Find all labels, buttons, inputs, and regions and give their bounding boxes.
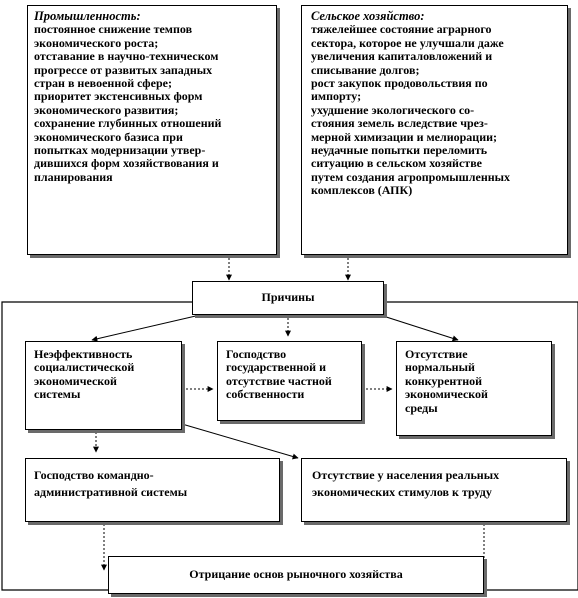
no-competition-line: среды bbox=[405, 400, 438, 415]
inefficiency-line: социалистической bbox=[34, 360, 135, 375]
denial-label: Отрицание основ рыночного хозяйства bbox=[189, 567, 403, 582]
command-system-line: административной системы bbox=[34, 485, 188, 499]
inefficiency-line: Неэффективность bbox=[34, 347, 133, 361]
agriculture-line: неудачные попытки переломить bbox=[311, 143, 488, 158]
denial-box bbox=[108, 556, 484, 594]
agriculture-line: сектора, которое не улучшали даже bbox=[311, 35, 504, 50]
industry-heading: Промышленность: bbox=[34, 9, 141, 23]
industry-line: дившихся форм хозяйствования и bbox=[34, 156, 219, 171]
agriculture-line: списывание долгов; bbox=[311, 62, 420, 77]
industry-line: экономического роста; bbox=[34, 35, 159, 50]
industry-line: стран в невоенной сфере; bbox=[34, 76, 172, 91]
no-competition-line: экономической bbox=[405, 387, 488, 402]
command-system-line: Господство командно- bbox=[34, 468, 154, 482]
agriculture-line: комплексов (АПК) bbox=[311, 183, 413, 198]
industry-box bbox=[27, 5, 277, 255]
industry-line: попытках модернизации утвер- bbox=[34, 143, 206, 158]
industry-line: сохранение глубинных отношений bbox=[34, 116, 222, 131]
no-competition-line: Отсутствие bbox=[405, 347, 468, 361]
state-dominance-box bbox=[217, 341, 362, 421]
agriculture-box bbox=[301, 5, 568, 255]
industry-line: постоянное снижение темпов bbox=[34, 22, 193, 37]
no-incentives-line: Отсутствие у населения реальных bbox=[312, 468, 500, 482]
state-dominance-line: государственной и bbox=[226, 360, 326, 375]
agriculture-line: ухудшение экологического со- bbox=[311, 102, 475, 117]
causes-label: Причины bbox=[261, 290, 315, 305]
industry-line: экономического базиса при bbox=[34, 129, 183, 144]
arrow-inefficiency-to-incentives bbox=[182, 424, 298, 458]
state-dominance-line: Господство bbox=[226, 347, 287, 361]
agriculture-line: ситуацию в сельском хозяйстве bbox=[311, 156, 482, 171]
no-incentives-line: экономических стимулов к труду bbox=[312, 485, 492, 499]
arrow-causes-to-inefficiency bbox=[92, 315, 200, 340]
agriculture-line: путем создания агропромышленных bbox=[311, 169, 511, 184]
inefficiency-box bbox=[25, 341, 182, 430]
agriculture-line: тяжелейшее состояние аграрного bbox=[311, 22, 492, 37]
state-dominance-line: отсутствие частной bbox=[226, 373, 332, 388]
industry-line: экономического развития; bbox=[34, 102, 179, 117]
command-system-box bbox=[25, 458, 280, 522]
no-competition-box bbox=[396, 341, 552, 436]
no-incentives-box bbox=[301, 458, 567, 522]
industry-line: приоритет экстенсивных форм bbox=[34, 89, 203, 104]
no-competition-line: конкурентной bbox=[405, 373, 483, 388]
agriculture-line: рост закупок продовольствия по bbox=[311, 76, 488, 91]
agriculture-line: стояния земель вследствие чрез- bbox=[311, 116, 488, 131]
inefficiency-line: экономической bbox=[34, 373, 117, 388]
industry-line: отставание в научно-техническом bbox=[34, 49, 219, 64]
agriculture-line: увеличения капиталовложений и bbox=[311, 49, 493, 64]
arrow-causes-to-competition bbox=[380, 315, 458, 340]
inefficiency-line: системы bbox=[34, 387, 81, 402]
agriculture-line: мерной химизации и мелиорации; bbox=[311, 129, 498, 144]
causes-box bbox=[192, 281, 384, 315]
agriculture-line: импорту; bbox=[311, 89, 362, 104]
state-dominance-line: собственности bbox=[226, 387, 305, 402]
industry-line: планирования bbox=[34, 169, 113, 184]
no-competition-line: нормальный bbox=[405, 360, 475, 375]
agriculture-heading: Сельское хозяйство: bbox=[311, 9, 425, 23]
industry-line: прогрессе от развитых западных bbox=[34, 62, 213, 77]
